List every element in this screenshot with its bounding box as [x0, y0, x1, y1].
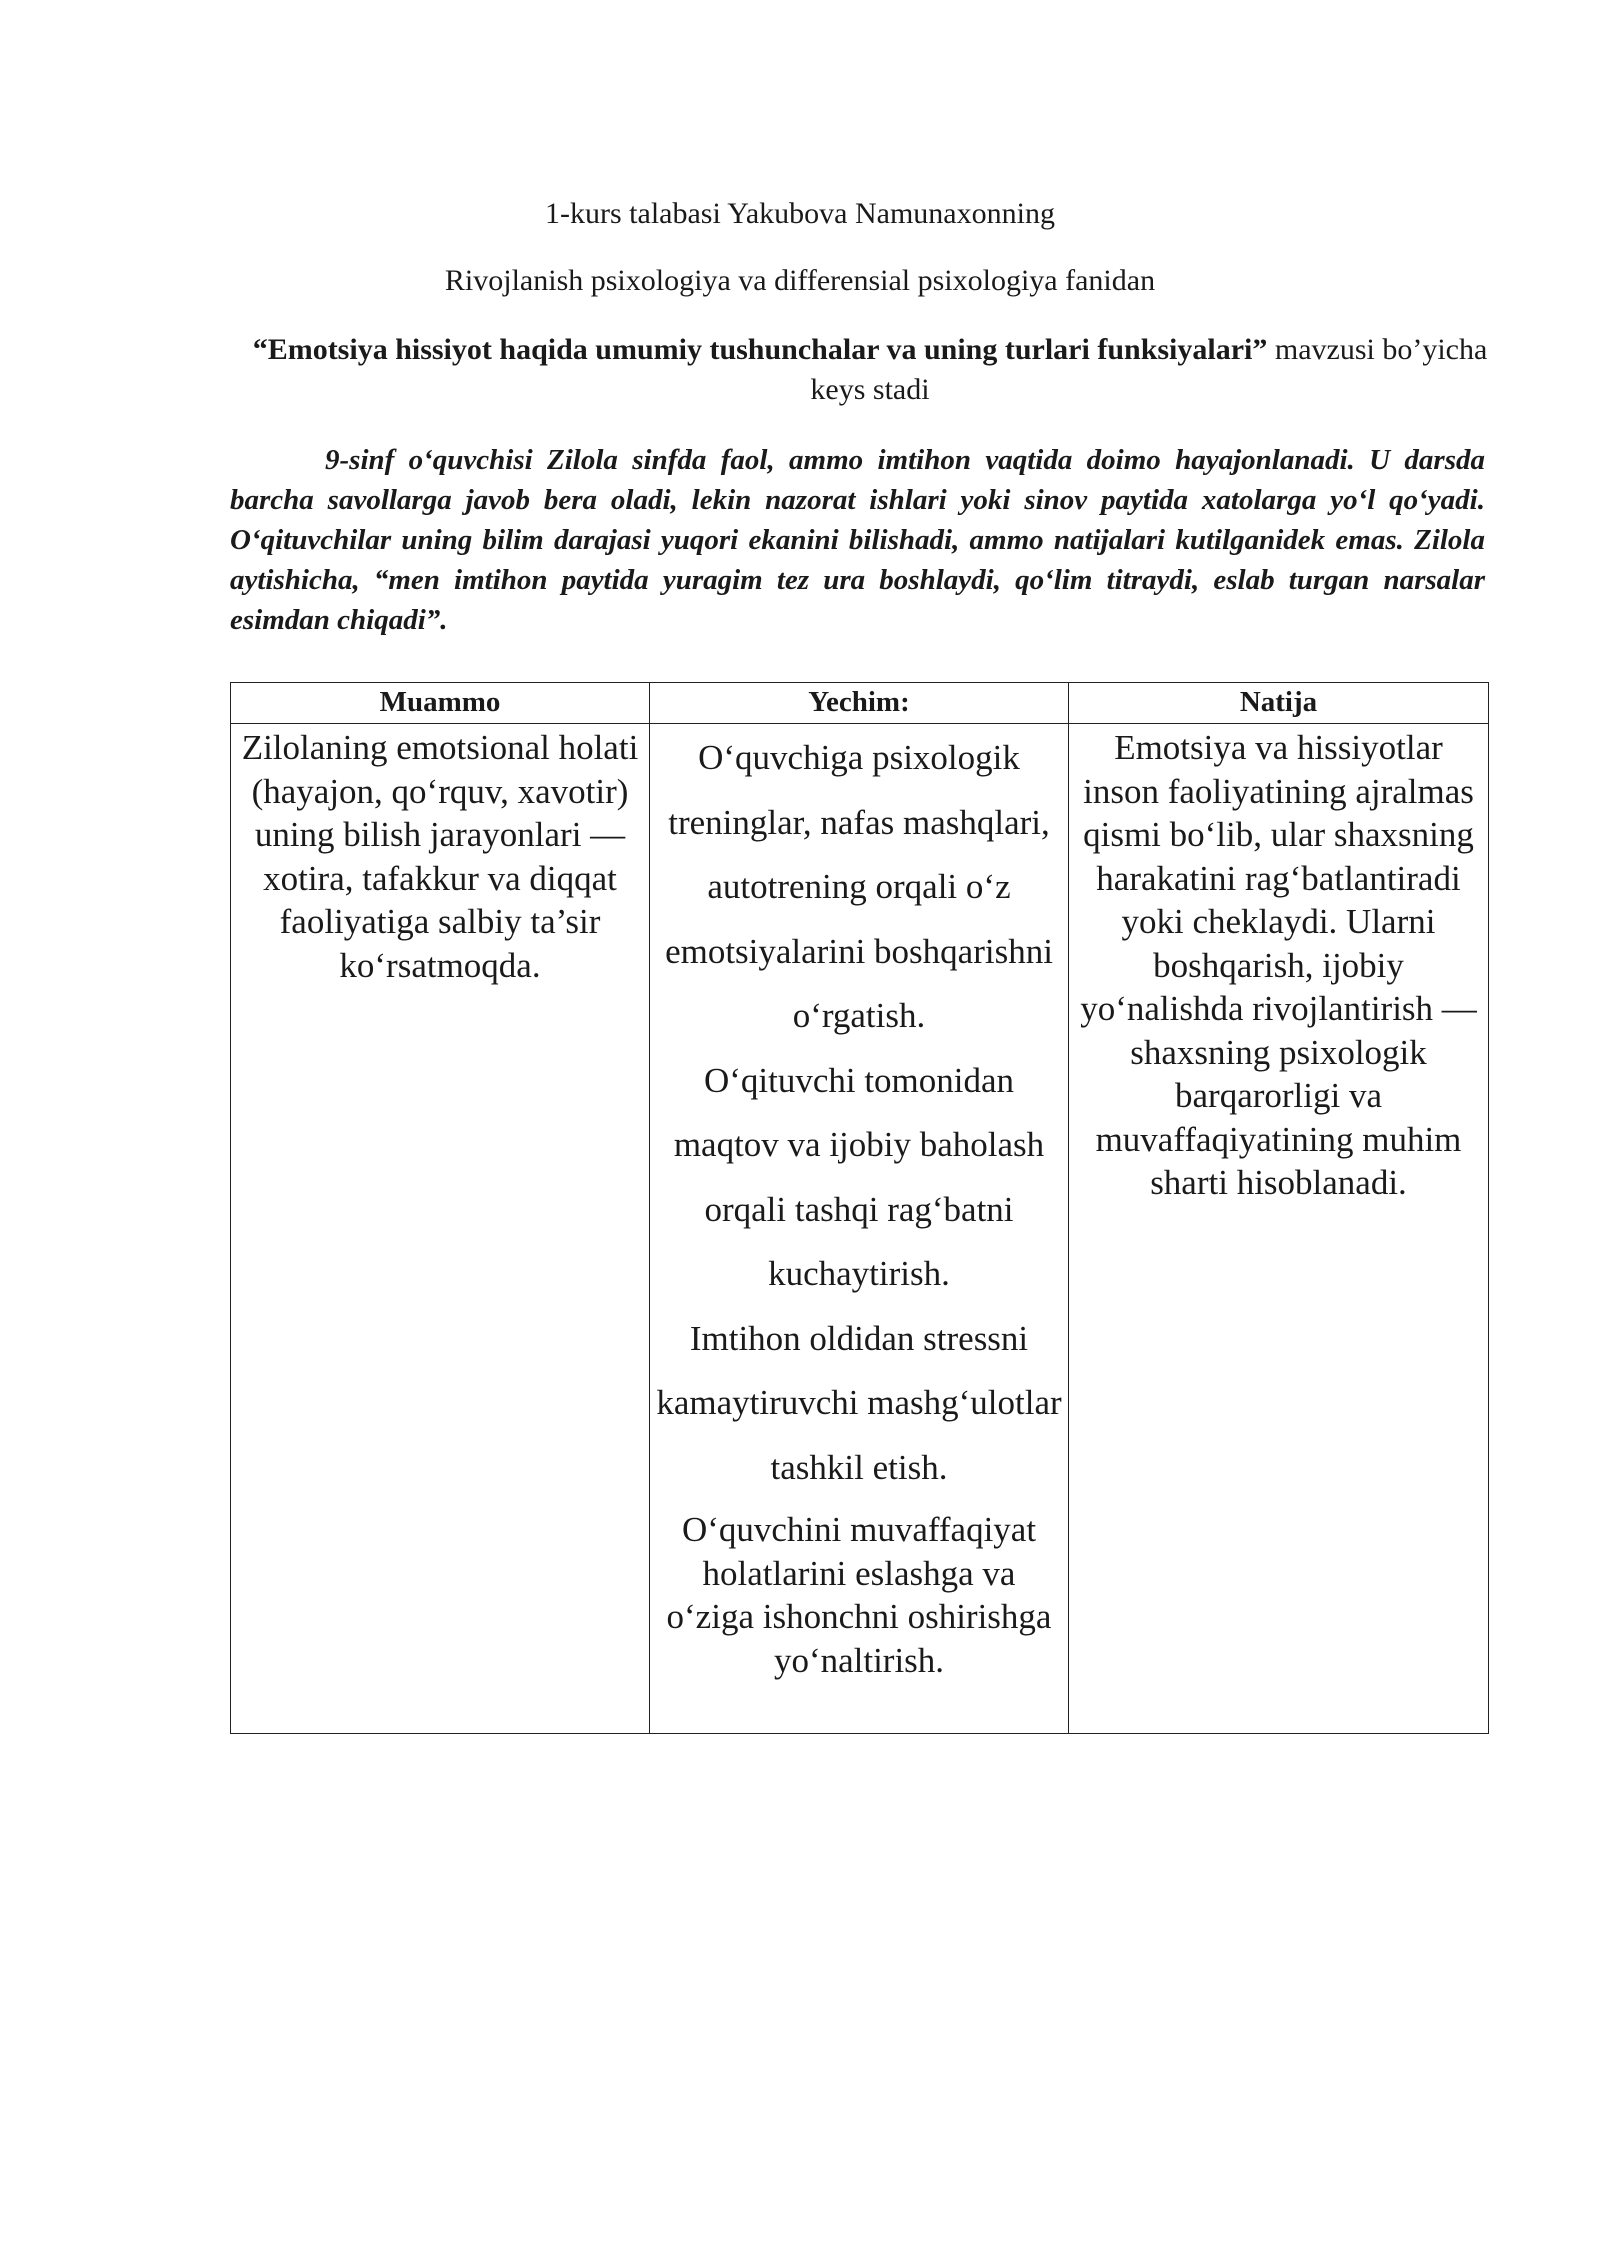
solution-item-1: O‘quvchiga psixologik treninglar, nafas mashqlari, autotrening orqali o‘z emotsiyalarini boshqarishni o‘rgatish. [665, 738, 1053, 1035]
table-header-row [231, 683, 1489, 724]
topic-title-rest: mavzusi bo’yicha keys stadi [810, 333, 1488, 406]
result-text: Emotsiya va hissiyotlar inson faoliyatining ajralmas qismi bo‘lib, ular shaxsning harakatini rag‘batlantiradi yoki cheklaydi. Ularni boshqarish, ijobiy yo‘nalishda rivojlantirish — shaxsning psixologik barqarorligi va muvaffaqiyatining muhim sharti hisoblanadi. [1080, 728, 1477, 1202]
cell-solution [650, 724, 1069, 1734]
cell-result [1069, 724, 1489, 1734]
subject-line: Rivojlanish psixologiya va differensial psixologiya fanidan [444, 264, 1156, 297]
solution-item-4: O‘quvchini muvaffaqiyat holatlarini eslashga va o‘ziga ishonchni oshirishga yo‘naltirish. [666, 1510, 1052, 1680]
solution-item-3: Imtihon oldidan stressni kamaytiruvchi mashg‘ulotlar tashkil etish. [656, 1318, 1062, 1487]
topic-title [240, 330, 1500, 410]
case-description: 9-sinf o‘quvchisi Zilola sinfda faol, ammo imtihon vaqtida doimo hayajonlanadi. U darsda barcha savollarga javob bera oladi, lekin nazorat ishlari yoki sinov paytida xatolarga yo‘l qo‘yadi. O‘qituvchilar uning bilim darajasi yuqori ekanini bilishadi, ammo natijalari kutilganidek emas. Zilola aytishicha, “men imtihon paytida yuragim tez ura boshlaydi, qo‘lim titraydi, eslab turgan narsalar esimdan chiqadi”. [230, 444, 1485, 636]
case-table [230, 682, 1489, 1734]
header-solution: Yechim: [650, 683, 1069, 724]
header-result: Natija [1069, 683, 1489, 724]
table-row [231, 724, 1489, 1734]
problem-text: Zilolaning emotsional holati (hayajon, qo‘rquv, xavotir) uning bilish jarayonlari — xotira, tafakkur va diqqat faoliyatiga salbiy ta’sir ko‘rsatmoqda. [241, 728, 639, 985]
student-name-line: 1-kurs talabasi Yakubova Namunaxonning [545, 197, 1055, 230]
cell-problem [231, 724, 650, 1734]
solution-item-2: O‘qituvchi tomonidan maqtov va ijobiy baholash orqali tashqi rag‘batni kuchaytirish. [673, 1060, 1045, 1293]
topic-title-bold: “Emotsiya hissiyot haqida umumiy tushunchalar va uning turlari funksiyalari” [252, 333, 1268, 366]
header-problem: Muammo [231, 683, 650, 724]
